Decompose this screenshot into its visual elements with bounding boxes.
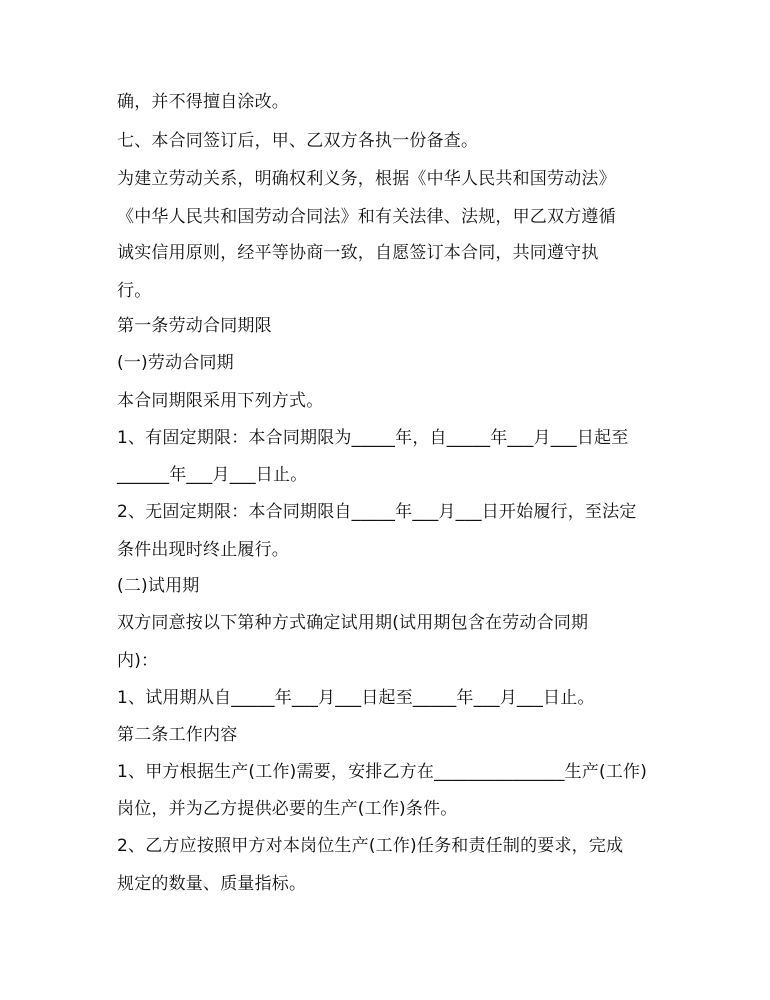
text-line: 内)： <box>117 651 159 671</box>
text-line: 条件出现时终止履行。 <box>117 540 289 560</box>
text-line: 1、试用期从自_____年___月___日起至_____年___月___日止。 <box>117 688 595 708</box>
subsection-heading: (一)劳动合同期 <box>117 353 234 373</box>
text-line: 1、有固定期限：本合同期限为_____年，自_____年___月___日起至 <box>117 428 629 448</box>
text-line: 七、本合同签订后，甲、乙双方各执一份备查。 <box>117 131 479 151</box>
text-line: 2、无固定期限：本合同期限自_____年___月___日开始履行，至法定 <box>117 502 637 522</box>
text-line: 1、甲方根据生产(工作)需要，安排乙方在_______________生产(工作) <box>117 762 648 782</box>
text-line: ______年___月___日止。 <box>117 465 308 485</box>
text-line: 2、乙方应按照甲方对本岗位生产(工作)任务和责任制的要求，完成 <box>117 836 624 856</box>
text-line: 为建立劳动关系，明确权利义务，根据《中华人民共和国劳动法》 <box>117 169 616 189</box>
text-line: 岗位，并为乙方提供必要的生产(工作)条件。 <box>117 799 458 819</box>
text-line: 行。 <box>117 281 152 301</box>
section-heading: 第一条劳动合同期限 <box>117 316 272 336</box>
text-line: 双方同意按以下第种方式确定试用期(试用期包含在劳动合同期 <box>117 613 589 633</box>
text-line: 规定的数量、质量指标。 <box>117 874 307 894</box>
subsection-heading: (二)试用期 <box>117 576 200 596</box>
text-line: 本合同期限采用下列方式。 <box>117 391 324 411</box>
section-heading: 第二条工作内容 <box>117 725 238 745</box>
text-line: 诚实信用原则，经平等协商一致，自愿签订本合同，共同遵守执 <box>117 243 599 263</box>
text-line: 《中华人民共和国劳动合同法》和有关法律、法规，甲乙双方遵循 <box>117 207 616 227</box>
text-line: 确，并不得擅自涂改。 <box>117 92 289 112</box>
